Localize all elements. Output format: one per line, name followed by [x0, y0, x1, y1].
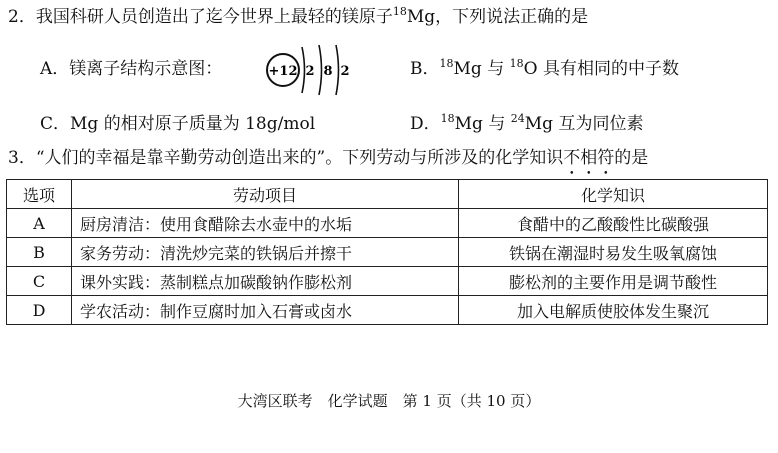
nucleus-charge: +12 — [268, 64, 298, 79]
option-b: B．$^{18}$Mg 与 $^{18}$O 具有相同的中子数 — [410, 57, 679, 79]
magnesium-ion-structure-diagram — [262, 37, 362, 101]
table-row — [7, 267, 768, 296]
option-cell: C — [7, 267, 72, 296]
knowledge-cell: 加入电解质使胶体发生聚沉 — [459, 296, 768, 325]
question-number: 3． — [8, 148, 36, 168]
labor-cell: 厨房清洁：使用食醋除去水壶中的水垢 — [72, 209, 459, 238]
labor-cell: 家务劳动：清洗炒完菜的铁锅后并擦干 — [72, 238, 459, 267]
knowledge-cell: 食醋中的乙酸酸性比碳酸强 — [459, 209, 768, 238]
labor-cell: 学农活动：制作豆腐时加入石膏或卤水 — [72, 296, 459, 325]
table-row — [7, 296, 768, 325]
knowledge-cell: 膨松剂的主要作用是调节酸性 — [459, 267, 768, 296]
question-number: 2． — [8, 7, 36, 27]
column-header-knowledge: 化学知识 — [459, 180, 768, 209]
option-d: D．$^{18}$Mg 与 $^{24}$Mg 互为同位素 — [410, 112, 644, 134]
labor-cell: 课外实践：蒸制糕点加碳酸钠作膨松剂 — [72, 267, 459, 296]
knowledge-cell: 铁锅在潮湿时易发生吸氧腐蚀 — [459, 238, 768, 267]
shell-2-electrons: 8 — [323, 64, 333, 79]
page-footer: 大湾区联考 化学试题 第 1 页（共 10 页） — [237, 392, 541, 410]
labor-chemistry-table — [6, 179, 768, 325]
table-row — [7, 209, 768, 238]
option-cell: A — [7, 209, 72, 238]
option-a: A．镁离子结构示意图： — [40, 59, 223, 79]
question-3-stem: 3．“人们的幸福是靠辛勤劳动创造出来的”。下列劳动与所涉及的化学知识不相符的是 — [8, 148, 649, 168]
column-header-option: 选项 — [7, 180, 72, 209]
option-cell: B — [7, 238, 72, 267]
column-header-labor: 劳动项目 — [72, 180, 459, 209]
table-row — [7, 238, 768, 267]
shell-1-electrons: 2 — [305, 64, 315, 79]
emphasis-char: 符 — [597, 148, 615, 168]
table-header-row — [7, 180, 768, 209]
option-cell: D — [7, 296, 72, 325]
emphasis-char: 相 — [580, 148, 598, 168]
question-2-stem: 2．我国科研人员创造出了迄今世界上最轻的镁原子$^{18}$Mg，下列说法正确的是 — [8, 5, 589, 27]
shell-3-electrons: 2 — [340, 64, 350, 79]
option-c: C．Mg 的相对原子质量为 18g/mol — [40, 114, 316, 134]
emphasis-char: 不 — [563, 148, 581, 168]
